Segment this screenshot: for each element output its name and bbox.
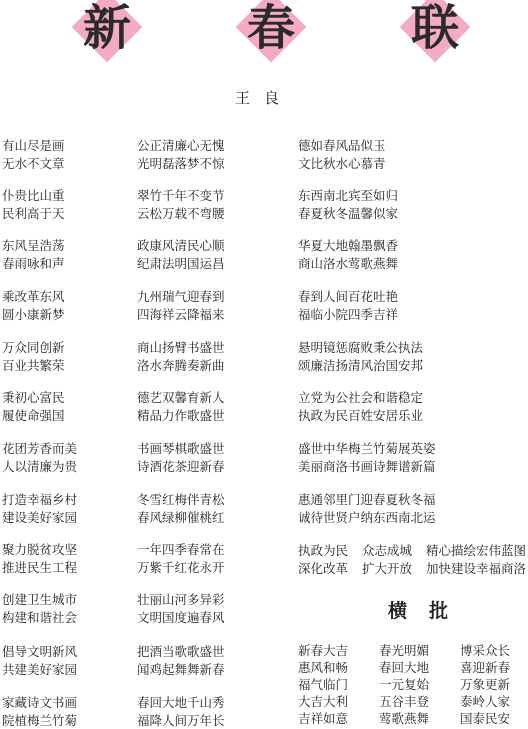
title-diamond-2	[226, 0, 316, 70]
couplet-upper-line: 德如春风品似玉	[298, 137, 386, 155]
couplet-pair	[298, 491, 436, 526]
hengpi-item: 惠风和畅	[298, 660, 348, 677]
couplet-pair	[2, 187, 65, 222]
couplet-lower-line: 云松万载不弯腰	[137, 205, 225, 223]
hengpi-item: 吉祥如意	[298, 711, 348, 728]
couplet-lower-line: 春夏秋冬温馨似家	[298, 205, 398, 223]
couplet-pair	[137, 643, 225, 678]
hengpi-item: 喜迎新春	[460, 660, 510, 677]
special-couplet-segment: 加快建设幸福商洛	[426, 560, 526, 578]
couplet-pair	[2, 541, 77, 576]
hengpi-item: 春回大地	[379, 660, 429, 677]
couplet-pair	[2, 694, 77, 729]
couplet-lower-line: 洛水奔腾奏新曲	[137, 357, 225, 375]
couplet-pair	[2, 591, 77, 626]
couplet-pair	[137, 694, 225, 729]
couplet-upper-line: 仆贵比山重	[2, 187, 65, 205]
couplet-pair	[2, 440, 77, 475]
hengpi-item: 莺歌燕舞	[379, 711, 429, 728]
couplet-pair	[137, 187, 225, 222]
couplet-lower-line: 建设美好家园	[2, 509, 77, 527]
couplet-lower-line: 春风绿柳催桃红	[137, 509, 225, 527]
couplet-upper-line: 万众同创新	[2, 339, 65, 357]
couplet-pair	[2, 643, 77, 678]
couplet-pair	[2, 339, 65, 374]
couplet-pair	[2, 389, 65, 424]
title-diamond-3	[390, 0, 480, 70]
hengpi-item: 万象更新	[460, 677, 510, 694]
couplet-lower-line: 美丽商洛书画诗舞谱新篇	[298, 458, 436, 476]
special-couplet-segment: 众志成城	[362, 542, 412, 560]
couplet-upper-line: 政康风清民心顺	[137, 237, 225, 255]
couplet-pair	[298, 288, 398, 323]
couplet-lower-line: 履使命强国	[2, 407, 65, 425]
couplet-upper-line: 盛世中华梅兰竹菊展英姿	[298, 440, 436, 458]
couplet-upper-line: 乘改革东风	[2, 288, 65, 306]
couplet-pair	[137, 491, 225, 526]
couplet-upper-line: 立党为公社会和谐稳定	[298, 389, 423, 407]
couplet-upper-line: 家藏诗文书画	[2, 694, 77, 712]
couplet-upper-line: 书画琴棋歌盛世	[137, 440, 225, 458]
couplet-pair	[298, 187, 398, 222]
couplet-lower-line: 民利高于天	[2, 205, 65, 223]
hengpi-item: 国泰民安	[460, 711, 510, 728]
couplet-lower-line: 福临小院四季吉祥	[298, 306, 398, 324]
couplet-upper-line: 九州瑞气迎春到	[137, 288, 225, 306]
couplet-upper-line: 华夏大地翰墨飘香	[298, 237, 398, 255]
couplet-lower-line: 诗酒花茶迎新春	[137, 458, 225, 476]
couplet-upper-line: 有山尽是画	[2, 137, 65, 155]
couplet-pair	[2, 491, 77, 526]
couplet-upper-line: 翠竹千年不变节	[137, 187, 225, 205]
couplet-lower-line: 精品力作歌盛世	[137, 407, 225, 425]
couplet-upper-line: 德艺双馨育新人	[137, 389, 225, 407]
couplet-lower-line: 春雨咏和声	[2, 255, 65, 273]
title-diamond-1	[62, 0, 152, 70]
hengpi-item: 一元复始	[379, 677, 429, 694]
couplet-upper-line: 打造幸福乡村	[2, 491, 77, 509]
couplet-upper-line: 悬明镜惩腐败秉公执法	[298, 339, 423, 357]
couplet-pair	[137, 288, 225, 323]
author-name: 王良	[0, 87, 528, 108]
couplet-pair	[137, 339, 225, 374]
couplet-pair	[137, 237, 225, 272]
couplet-upper-line: 商山扬臂书盛世	[137, 339, 225, 357]
couplet-lower-line: 百业共繁荣	[2, 357, 65, 375]
couplet-upper-line: 春到人间百花吐艳	[298, 288, 398, 306]
couplet-upper-line: 倡导文明新风	[2, 643, 77, 661]
hengpi-item: 博采众长	[460, 643, 510, 660]
couplet-pair	[137, 440, 225, 475]
couplet-pair	[298, 389, 423, 424]
couplet-upper-line: 公正清廉心无愧	[137, 137, 225, 155]
couplet-upper-line: 壮丽山河多异彩	[137, 591, 225, 609]
hengpi-item: 福气临门	[298, 677, 348, 694]
hengpi-item: 五谷丰登	[379, 694, 429, 711]
couplet-pair	[298, 440, 436, 475]
couplet-lower-line: 四海祥云降福来	[137, 306, 225, 324]
couplet-upper-line: 秉初心富民	[2, 389, 65, 407]
couplet-pair	[298, 137, 386, 172]
couplet-upper-line: 春回大地千山秀	[137, 694, 225, 712]
couplet-upper-line: 冬雪红梅伴青松	[137, 491, 225, 509]
couplet-upper-line: 创建卫生城市	[2, 591, 77, 609]
couplet-upper-line: 聚力脱贫攻坚	[2, 541, 77, 559]
couplet-lower-line: 推进民生工程	[2, 559, 77, 577]
title-char: 新	[62, 2, 152, 54]
couplet-lower-line: 商山洛水莺歌燕舞	[298, 255, 398, 273]
special-couplet-segment: 精心描绘宏伟蓝图	[426, 542, 526, 560]
hengpi-item: 泰岭人家	[460, 694, 510, 711]
couplet-lower-line: 人以清廉为贵	[2, 458, 77, 476]
couplet-pair	[137, 389, 225, 424]
couplet-lower-line: 闻鸡起舞舞新春	[137, 661, 225, 679]
couplet-pair	[298, 339, 423, 374]
couplet-lower-line: 诚待世贤户纳东西南北运	[298, 509, 436, 527]
title-char: 联	[390, 2, 480, 54]
couplet-upper-line: 惠通邻里门迎春夏秋冬福	[298, 491, 436, 509]
couplet-lower-line: 共建美好家园	[2, 661, 77, 679]
couplet-lower-line: 执政为民百姓安居乐业	[298, 407, 423, 425]
special-couplet-segment: 执政为民	[298, 542, 348, 560]
couplet-pair	[2, 237, 65, 272]
couplet-upper-line: 花团芳香而美	[2, 440, 77, 458]
hengpi-item: 春光明媚	[379, 643, 429, 660]
couplet-upper-line: 把酒当歌歌盛世	[137, 643, 225, 661]
couplet-lower-line: 文比秋水心慕青	[298, 155, 386, 173]
couplet-pair	[137, 591, 225, 626]
couplet-lower-line: 万紫千红花永开	[137, 559, 225, 577]
couplet-lower-line: 文明国度遍春风	[137, 609, 225, 627]
couplet-pair	[2, 137, 65, 172]
couplet-lower-line: 光明磊落梦不惊	[137, 155, 225, 173]
couplet-lower-line: 纪肃法明国运昌	[137, 255, 225, 273]
couplet-upper-line: 东风呈浩荡	[2, 237, 65, 255]
couplet-lower-line: 圆小康新梦	[2, 306, 65, 324]
special-couplet-segment: 扩大开放	[362, 560, 412, 578]
hengpi-item: 新春大吉	[298, 643, 348, 660]
couplet-upper-line: 东西南北宾至如归	[298, 187, 398, 205]
couplet-upper-line: 一年四季春常在	[137, 541, 225, 559]
couplet-pair	[298, 237, 398, 272]
hengpi-title: 横批	[388, 596, 470, 623]
special-couplet-segment: 深化改革	[298, 560, 348, 578]
hengpi-item: 大吉大利	[298, 694, 348, 711]
couplet-pair	[137, 137, 225, 172]
couplet-lower-line: 无水不文章	[2, 155, 65, 173]
couplet-lower-line: 院植梅兰竹菊	[2, 712, 77, 729]
couplet-pair	[2, 288, 65, 323]
couplet-lower-line: 颂廉洁扬清风治国安邦	[298, 357, 423, 375]
title-char: 春	[226, 2, 316, 54]
couplet-lower-line: 福降人间万年长	[137, 712, 225, 729]
couplet-pair	[137, 541, 225, 576]
couplet-lower-line: 构建和谐社会	[2, 609, 77, 627]
